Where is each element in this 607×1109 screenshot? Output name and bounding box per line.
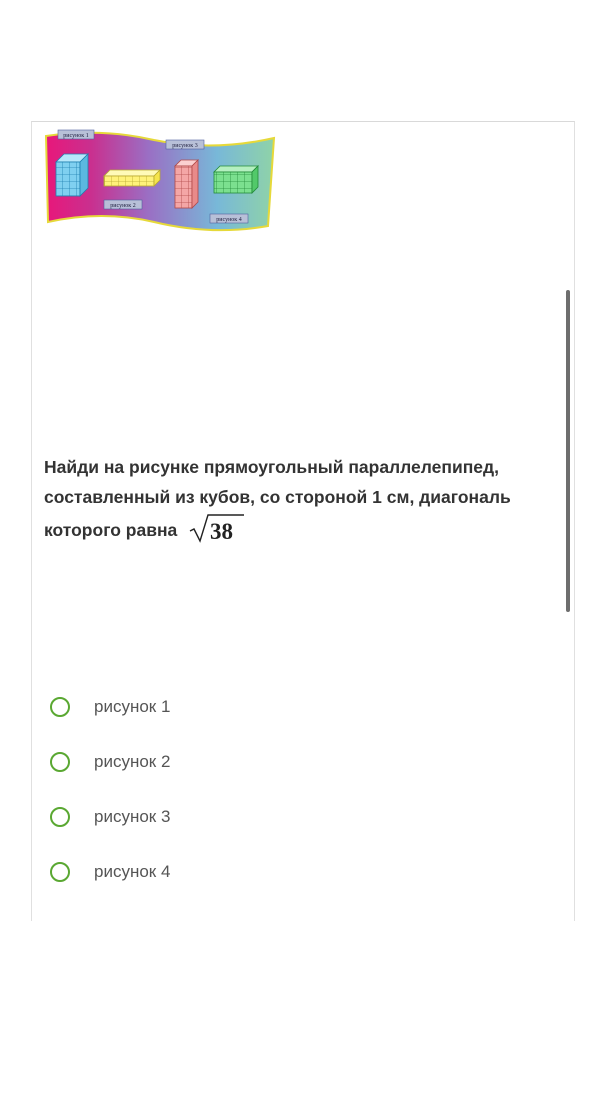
cuboid-3 bbox=[175, 160, 198, 208]
option-label: рисунок 1 bbox=[94, 697, 171, 716]
cuboid-2 bbox=[104, 170, 160, 186]
sqrt-expression bbox=[188, 512, 246, 544]
radio-button[interactable] bbox=[50, 862, 70, 882]
option-label: рисунок 2 bbox=[94, 752, 171, 771]
option-1[interactable] bbox=[50, 692, 350, 722]
option-3[interactable] bbox=[50, 802, 350, 832]
option-label: рисунок 3 bbox=[94, 807, 171, 826]
radio-button[interactable] bbox=[50, 752, 70, 772]
option-2[interactable] bbox=[50, 747, 350, 777]
figure-label-2 bbox=[104, 200, 142, 209]
question-prompt: Найди на рисунке прямоугольный параллелепипед, составленный из кубов, со стороной 1 см, диагональ которого равна bbox=[44, 457, 511, 540]
option-label: рисунок 4 bbox=[94, 862, 171, 881]
figure-label-3 bbox=[166, 140, 204, 149]
radio-button[interactable] bbox=[50, 697, 70, 717]
svg-text:рисунок 4: рисунок 4 bbox=[216, 217, 242, 223]
option-4[interactable] bbox=[50, 857, 350, 887]
svg-text:рисунок 1: рисунок 1 bbox=[63, 133, 89, 139]
cuboids-figure bbox=[42, 126, 282, 236]
question-text bbox=[44, 452, 544, 545]
figure-label-4 bbox=[210, 214, 248, 223]
radio-button[interactable] bbox=[50, 807, 70, 827]
figure-label-1 bbox=[58, 130, 94, 139]
cuboid-1 bbox=[56, 154, 88, 196]
question-card bbox=[31, 121, 575, 921]
svg-text:рисунок 2: рисунок 2 bbox=[110, 203, 136, 209]
cuboid-4 bbox=[214, 166, 258, 193]
sqrt-radicand: 38 bbox=[210, 519, 234, 544]
scrollbar[interactable] bbox=[566, 290, 570, 612]
svg-text:рисунок 3: рисунок 3 bbox=[172, 143, 198, 149]
